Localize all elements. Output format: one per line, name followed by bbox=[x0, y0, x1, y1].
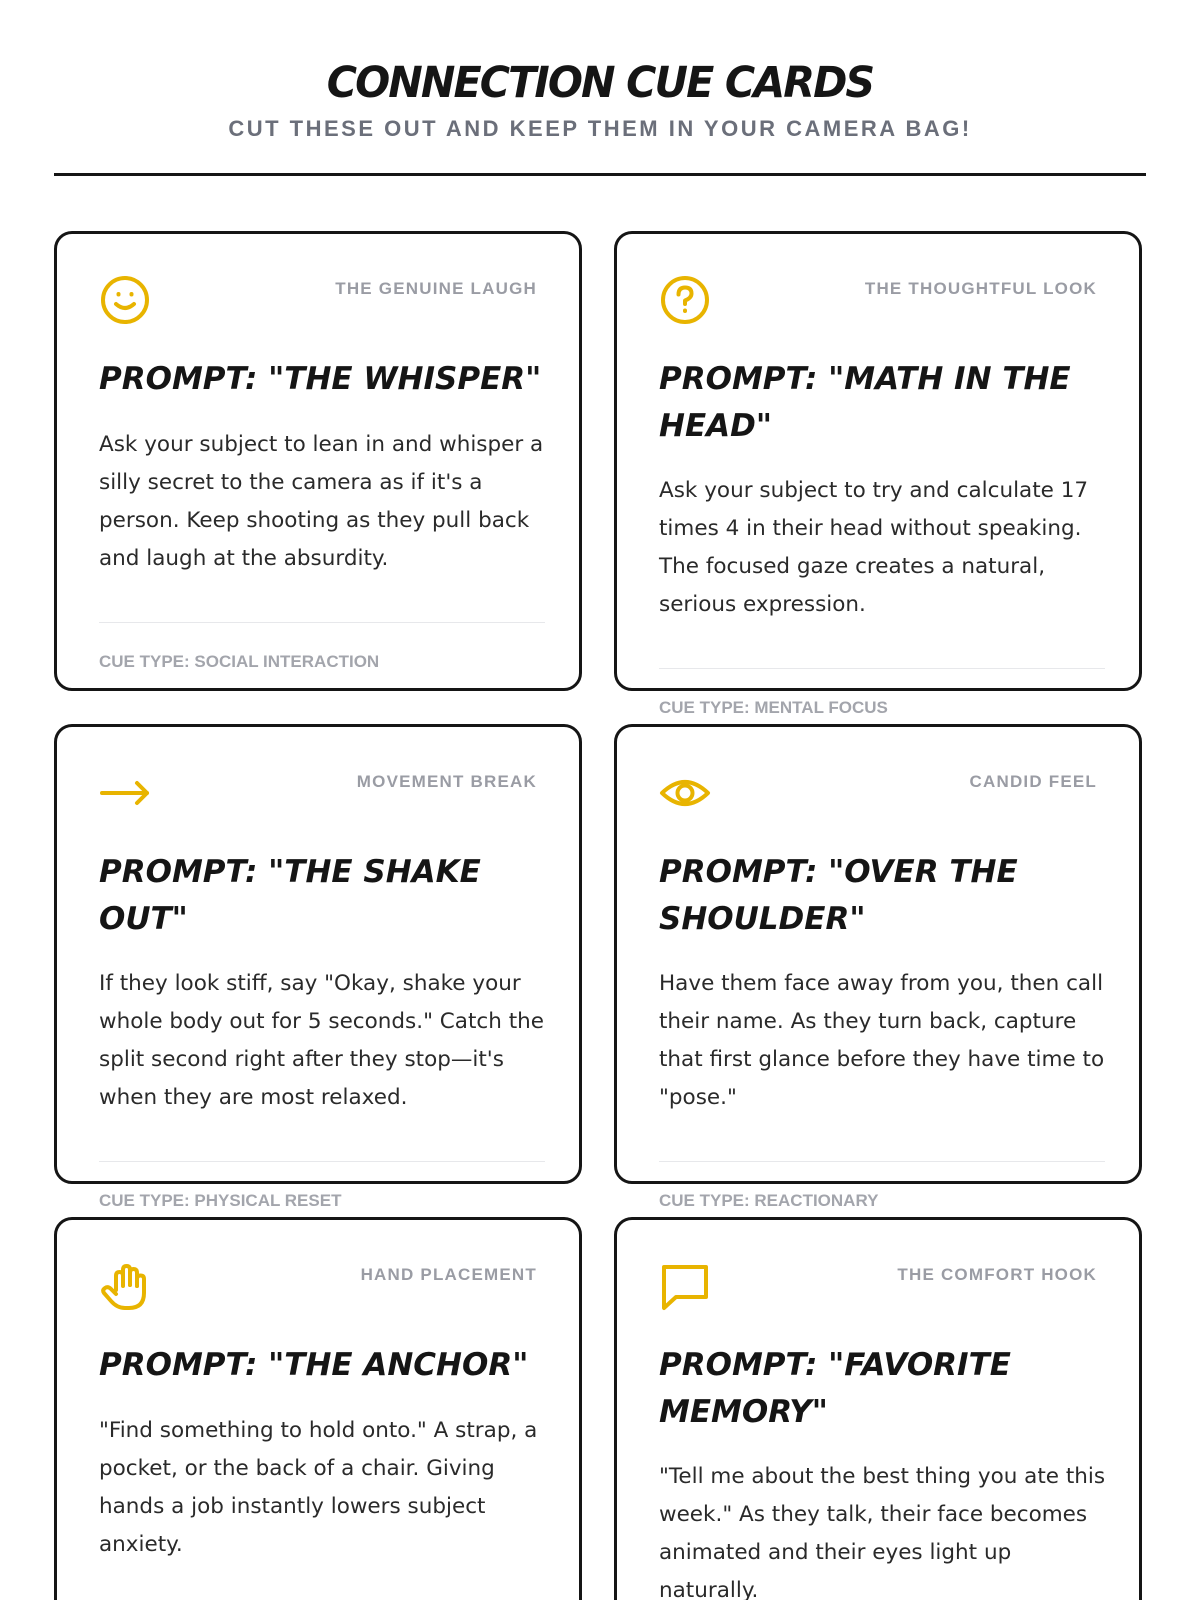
card-separator bbox=[99, 1161, 545, 1162]
card-cue-type: CUE TYPE: MENTAL FOCUS bbox=[659, 698, 888, 717]
arrow-right-icon bbox=[99, 767, 151, 819]
card-tag: MOVEMENT BREAK bbox=[356, 772, 537, 791]
header-divider bbox=[54, 173, 1146, 176]
page-subtitle: CUT THESE OUT AND KEEP THEM IN YOUR CAMERA BAG! bbox=[228, 116, 972, 141]
card-description: If they look stiff, say "Okay, shake your whole body out for 5 seconds." Catch the split second right after they stop—it's when they are most relaxed. bbox=[99, 971, 544, 1110]
card-tag: THE THOUGHTFUL LOOK bbox=[864, 279, 1097, 298]
cue-card-anchor bbox=[54, 1217, 582, 1600]
card-prompt: PROMPT: "THE SHAKE OUT" bbox=[99, 854, 481, 937]
card-tag: CANDID FEEL bbox=[969, 772, 1097, 791]
card-description: Have them face away from you, then call their name. As they turn back, capture that first glance before they have time to "pose." bbox=[659, 971, 1105, 1110]
card-tag: HAND PLACEMENT bbox=[360, 1265, 537, 1284]
question-icon bbox=[659, 274, 711, 326]
card-separator bbox=[659, 668, 1105, 669]
card-separator bbox=[99, 622, 545, 623]
card-tag: THE COMFORT HOOK bbox=[897, 1265, 1097, 1284]
page-title: CONNECTION CUE CARDS bbox=[326, 58, 874, 108]
card-prompt: PROMPT: "FAVORITE MEMORY" bbox=[659, 1347, 1011, 1430]
cue-card-shoulder bbox=[614, 724, 1142, 1210]
cue-card-math bbox=[614, 231, 1142, 717]
card-prompt: PROMPT: "MATH IN THE HEAD" bbox=[659, 361, 1071, 444]
card-prompt: PROMPT: "THE ANCHOR" bbox=[99, 1347, 529, 1383]
card-cue-type: CUE TYPE: SOCIAL INTERACTION bbox=[99, 652, 380, 671]
smile-icon bbox=[99, 274, 151, 326]
cue-card-whisper bbox=[54, 231, 582, 691]
card-tag: THE GENUINE LAUGH bbox=[335, 279, 537, 298]
card-cue-type: CUE TYPE: REACTIONARY bbox=[659, 1191, 879, 1210]
card-description: "Find something to hold onto." A strap, a pocket, or the back of a chair. Giving hands a job instantly lowers subject anxiety. bbox=[99, 1418, 538, 1557]
card-description: "Tell me about the best thing you ate this week." As they talk, their face becomes animated and their eyes light up naturally. bbox=[659, 1464, 1106, 1600]
message-icon bbox=[659, 1260, 711, 1312]
cue-card-memory bbox=[614, 1217, 1142, 1600]
card-prompt: PROMPT: "THE WHISPER" bbox=[99, 361, 542, 397]
card-description: Ask your subject to lean in and whisper a silly secret to the camera as if it's a person. Keep shooting as they pull back and laugh at the absurdity. bbox=[99, 432, 544, 571]
card-separator bbox=[659, 1161, 1105, 1162]
hand-icon bbox=[99, 1260, 151, 1312]
card-prompt: PROMPT: "OVER THE SHOULDER" bbox=[659, 854, 1018, 937]
card-description: Ask your subject to try and calculate 17 times 4 in their head without speaking. The focused gaze creates a natural, serious expression. bbox=[659, 478, 1089, 617]
page-header bbox=[54, 54, 1146, 144]
eye-icon bbox=[659, 767, 711, 819]
cue-card-shake bbox=[54, 724, 582, 1210]
card-cue-type: CUE TYPE: PHYSICAL RESET bbox=[99, 1191, 342, 1210]
